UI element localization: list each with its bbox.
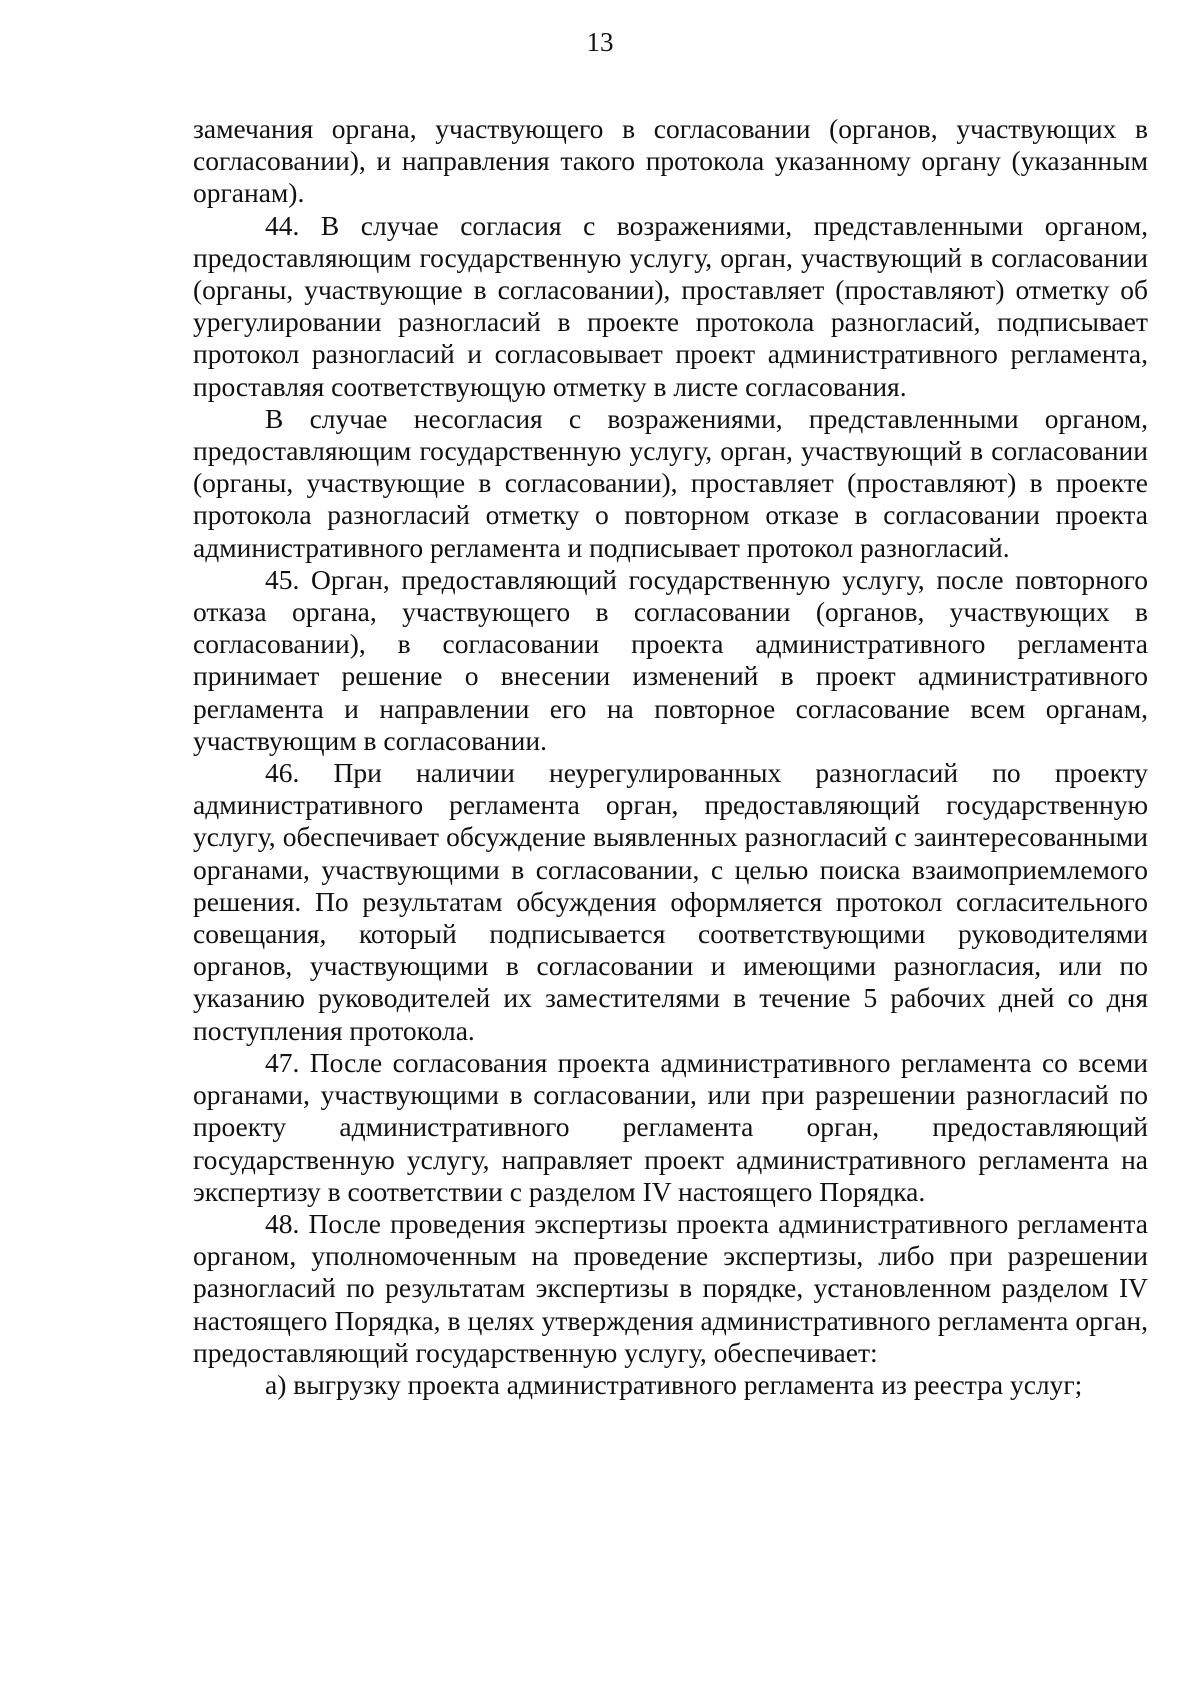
paragraph-48: 48. После проведения экспертизы проекта административного регламента органом, уполномоченным на проведение экспертизы, либо при разрешении разногласий по результатам экспертизы в порядке, установленном разделом IV настоящего Порядка, в целях утверждения административного регламента орган, предоставляющий государственную услугу, обеспечивает: xyxy=(193,1207,1148,1368)
paragraph-continuation: замечания органа, участвующего в согласовании (органов, участвующих в согласовании), и направления такого протокола указанному органу (указанным органам). xyxy=(193,113,1148,209)
paragraph-47: 47. После согласования проекта административного регламента со всеми органами, участвующими в согласовании, или при разрешении разногласий по проекту административного регламента орган, предоставляющий государственную услугу, направляет проект административного регламента на экспертизу в соответствии с разделом IV настоящего Порядка. xyxy=(193,1046,1148,1207)
paragraph-46: 46. При наличии неурегулированных разногласий по проекту административного регламента орган, предоставляющий государственную услугу, обеспечивает обсуждение выявленных разногласий с заинтересованными органами, участвующими в согласовании, с целью поиска взаимоприемлемого решения. По результатам обсуждения оформляется протокол согласительного совещания, который подписывается соответствующими руководителями органов, участвующими в согласовании и имеющими разногласия, или по указанию руководителей их заместителями в течение 5 рабочих дней со дня поступления протокола. xyxy=(193,757,1148,1046)
paragraph-44-disagreement: В случае несогласия с возражениями, представленными органом, предоставляющим государственную услугу, орган, участвующий в согласовании (органы, участвующие в согласовании), проставляет (проставляют) в проекте протокола разногласий отметку о повторном отказе в согласовании проекта административного регламента и подписывает протокол разногласий. xyxy=(193,402,1148,563)
paragraph-44: 44. В случае согласия с возражениями, представленными органом, предоставляющим государственную услугу, орган, участвующий в согласовании (органы, участвующие в согласовании), проставляет (проставляют) отметку об урегулировании разногласий в проекте протокола разногласий, подписывает протокол разногласий и согласовывает проект административного регламента, проставляя соответствующую отметку в листе согласования. xyxy=(193,209,1148,402)
paragraph-48-a: а) выгрузку проекта административного регламента из реестра услуг; xyxy=(265,1368,1083,1400)
page-number: 13 xyxy=(586,27,614,57)
paragraph-45: 45. Орган, предоставляющий государственную услугу, после повторного отказа органа, участвующего в согласовании (органов, участвующих в согласовании), в согласовании проекта административного регламента принимает решение о внесении изменений в проект административного регламента и направлении его на повторное согласование всем органам, участвующим в согласовании. xyxy=(193,563,1148,756)
document-body xyxy=(193,113,1148,1401)
